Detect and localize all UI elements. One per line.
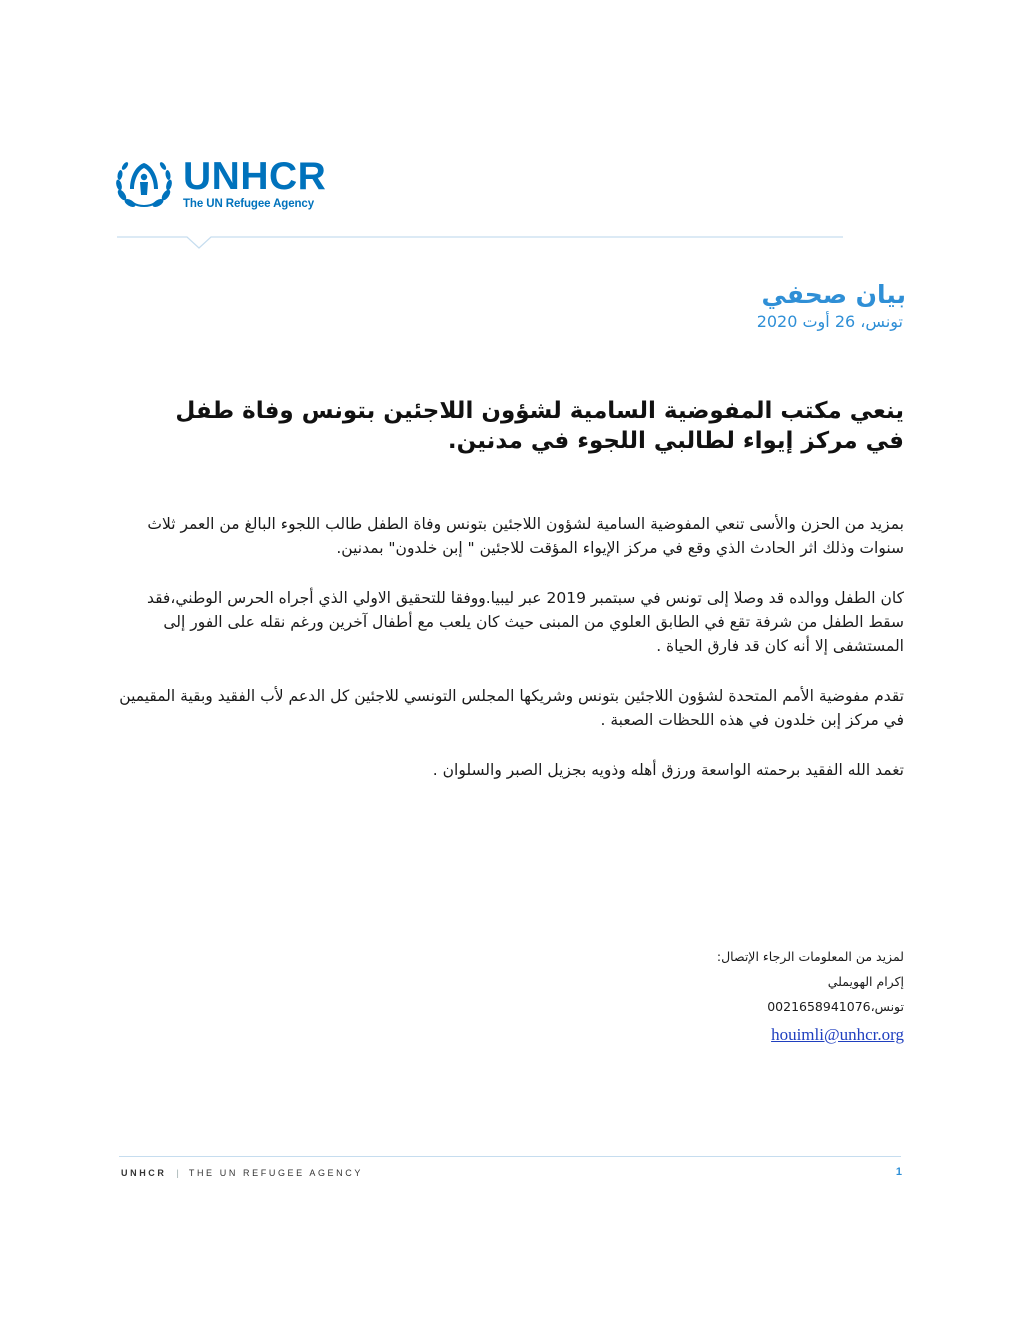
contact-intro: لمزيد من المعلومات الرجاء الإتصال: [716,949,904,964]
contact-name: إكرام الهويملي [827,974,904,989]
footer-brand-line [121,1168,363,1178]
logo-tagline: The UN Refugee Agency [183,198,315,210]
logo-wordmark: UNHCR [183,155,327,198]
unhcr-emblem-icon [113,155,175,213]
unhcr-logo [113,155,326,213]
page-number: 1 [895,1166,902,1178]
header-divider [117,236,843,250]
paragraph-2: كان الطفل ووالده قد وصلا إلى تونس في سبتمبر 2019 عبر ليبيا.ووفقا للتحقيق الاولي الذي أجراه الحرس الوطني،فقد سقط الطفل من شرفة تقع في الطابق العلوي من المبنى حيث كان يلعب مع أطفال آخرين ورغم نقله على الفور إلى المستشفى إلا أنه كان قد فارق الحياة . [146,589,904,655]
headline: ينعي مكتب المفوضية السامية لشؤون اللاجئين بتونس وفاة طفل في مركز إيواء لطالبي اللجوء في مدنين. [175,398,904,454]
document-type: بيان صحفي [761,280,906,309]
paragraph-4: تغمد الله الفقيد برحمته الواسعة ورزق أهله وذويه بجزيل الصبر والسلوان . [432,761,904,779]
contact-phone: تونس،0021658941076 [767,999,904,1014]
logo-text [183,155,327,210]
contact-block [504,944,904,1048]
dateline: تونس، 26 أوت 2020 [756,312,903,331]
footer-agency: THE UN REFUGEE AGENCY [188,1168,363,1178]
contact-email-link[interactable]: houimli@unhcr.org [771,1025,904,1044]
paragraph-1: بمزيد من الحزن والأسى تنعي المفوضية السامية لشؤون اللاجئين بتونس وفاة الطفل طالب اللجوء البالغ من العمر ثلاث سنوات وذلك اثر الحادث الذي وقع في مركز الإيواء المؤقت للاجئين " إبن خلدون" بمدنين. [147,515,904,557]
footer-separator: | [176,1168,179,1178]
footer-brand: UNHCR [121,1168,167,1178]
paragraph-3: تقدم مفوضية الأمم المتحدة لشؤون اللاجئين بتونس وشريكها المجلس التونسي للاجئين كل الدعم لأب الفقيد وبقية المقيمين في مركز إبن خلدون في هذه اللحظات الصعبة . [119,687,904,729]
footer-divider [119,1156,901,1157]
